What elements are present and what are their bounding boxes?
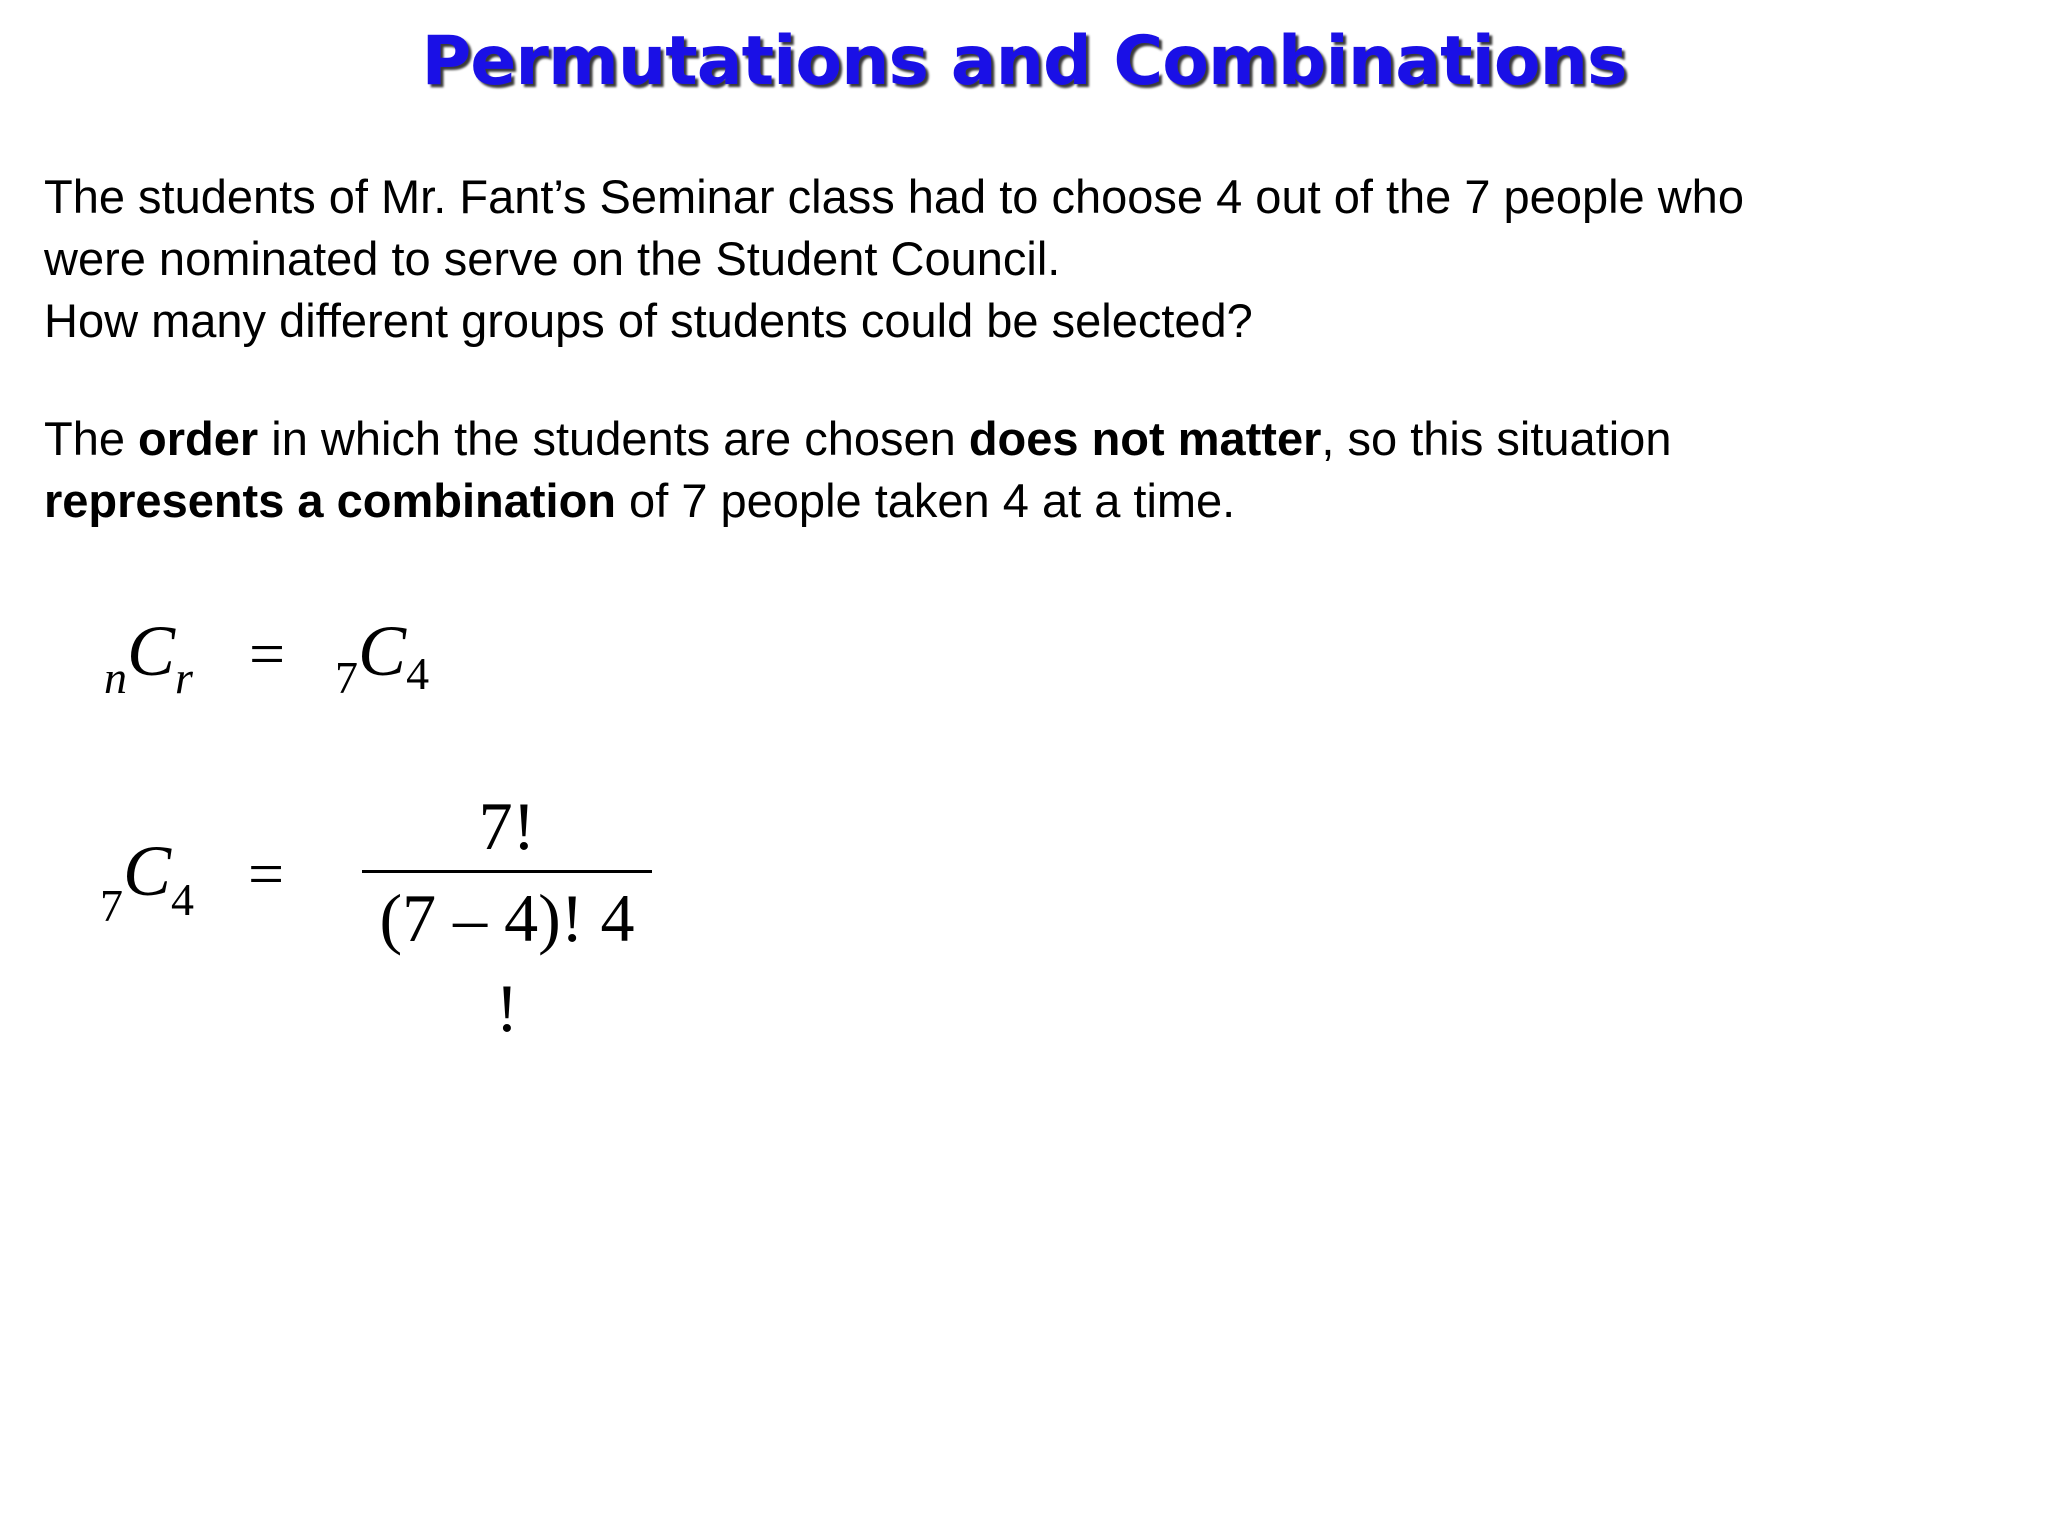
formula2-fraction <box>362 786 652 1053</box>
explanation-bold-combination: represents a combination <box>44 474 616 527</box>
formula2-c: C <box>123 831 172 911</box>
explanation-text-2: in which the students are chosen <box>258 412 969 465</box>
problem-line-2: were nominated to serve on the Student Council. <box>44 232 1061 285</box>
slide-title: Permutations and Combinations <box>421 22 1627 101</box>
formula1-c2: C <box>358 611 407 691</box>
formula1-seven: 7 <box>335 652 359 703</box>
explanation-text <box>44 408 2004 532</box>
formula1-equals: = <box>248 618 286 689</box>
explanation-text-1: The <box>44 412 139 465</box>
formula2-seven: 7 <box>100 880 123 931</box>
fraction-denominator: (7 – 4)! 4 ! <box>379 880 635 1046</box>
problem-line-3: How many different groups of students could be selected? <box>44 294 1253 347</box>
formula1-r: r <box>175 652 193 703</box>
problem-line-1: The students of Mr. Fant’s Seminar class had to choose 4 out of the 7 people who <box>44 170 1744 223</box>
explanation-text-4: of 7 people taken 4 at a time. <box>616 474 1236 527</box>
formula1-n: n <box>104 652 127 703</box>
formula1-c: C <box>127 611 176 691</box>
explanation-bold-does-not-matter: does not matter <box>968 412 1322 465</box>
problem-statement <box>44 166 2004 352</box>
formula-ncr-equals-7c4 <box>104 610 430 703</box>
explanation-bold-order: order <box>138 412 259 465</box>
formula2-equals: = <box>248 838 285 909</box>
formula-7c4-lhs <box>100 830 285 931</box>
formula2-four: 4 <box>171 874 195 925</box>
formula1-four: 4 <box>406 648 430 699</box>
fraction-numerator: 7! <box>478 788 536 864</box>
explanation-text-3: , so this situation <box>1321 412 1672 465</box>
